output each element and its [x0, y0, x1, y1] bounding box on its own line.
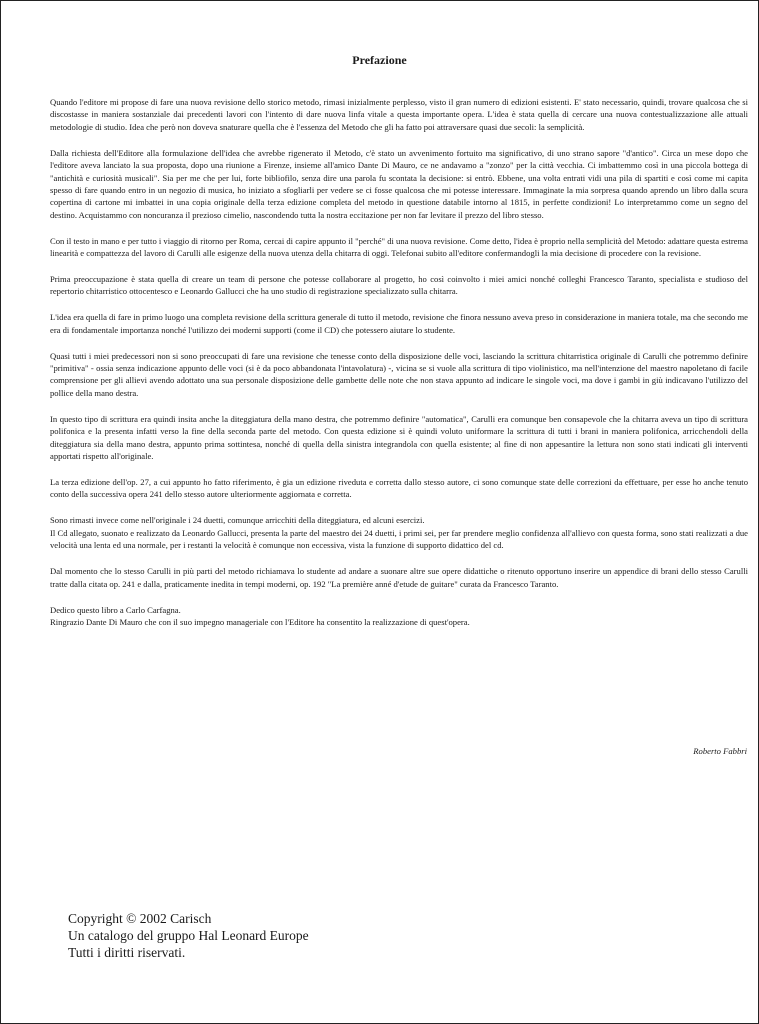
page-title: Prefazione — [352, 53, 407, 67]
author-signature: Roberto Fabbri — [693, 746, 747, 756]
paragraph-2: Dalla richiesta dell'Editore alla formulazione dell'idea che avrebbe rigenerato il Metodo, c'è stato un avvenimento fortuito ma significativo, di uno strano sapore "d'antico". Circa un mese dopo che l'editore aveva lanciato la sua proposta, dopo una riunione a Firenze, insieme all'amico Dante Di Mauro, ce ne andavamo a "zonzo" per la città vecchia. Ci imbattemmo così in una piccola bottega di "antichità e curiosità musicali". Sia per me che per lui, forte bibliofilo, senza dire una parola fu scontata la decisione: si entrò. Ebbene, una volta entrati vidi una pila di spartiti e così come mi capita spesso di fare quando entro in un negozio di musica, ho iniziato a sfogliarli per vedere se ci fosse qualcosa che mi potesse interessare. Immaginate la mia sorpresa quando aprendo un libro dalla scura copertina di cartone mi imbattei in una copia originale della terza edizione completa del metodo in questione databile intorno al 1815, in perfette condizioni! Lo interpretammo come un segno del destino. Acquistammo con noncuranza il prezioso cimelio, nascondendo tutta la nostra eccitazione per non far levitare il prezzo del libro stesso. — [50, 147, 748, 220]
dedication-group — [50, 604, 748, 629]
paragraph-5: L'idea era quella di fare in primo luogo una completa revisione della scrittura generale di tutto il metodo, revisione che finora nessuno aveva preso in considerazione in maniera totale, ma che secondo me era di fondamentale importanza nonché l'utilizzo dei moderni supporti (come il CD) che potessero aiutare lo studente. — [50, 312, 748, 335]
dedication: Dedico questo libro a Carlo Carfagna. — [50, 604, 181, 615]
publisher-line: Un catalogo del gruppo Hal Leonard Europe — [68, 928, 309, 943]
rights-line: Tutti i diritti riservati. — [68, 945, 186, 960]
paragraph-6: Quasi tutti i miei predecessori non si sono preoccupati di fare una revisione che tenesse conto della disposizione delle voci, lasciando la scrittura chitarristica originale di Carulli che potremmo definire "primitiva" - ossia senza indicazione appunto delle voci (si è da poco abbandonata l'intavolatura) -, vicina se si vuole alla scrittura di tipo violinistico, ma nell'intenzione del maestro napoletano di facile comprensione per gli allievi avendo adottato una sua personale disposizione delle gambette delle note che non stava appunto ad indicare le singole voci, ma dove i gambi in giù indicavano l'utilizzo del pollice della mano destra. — [50, 350, 748, 398]
preface-body — [50, 96, 748, 643]
paragraph-9-group — [50, 514, 748, 551]
paragraph-9: Sono rimasti invece come nell'originale i 24 duetti, comunque arricchiti della diteggiatura, ed alcuni esercizi. — [50, 515, 425, 526]
paragraph-1: Quando l'editore mi propose di fare una nuova revisione dello storico metodo, rimasi inizialmente perplesso, visto il gran numero di edizioni esistenti. E' stato necessario, quindi, trovare qualcosa che si discostasse in maniera sostanziale dai precedenti lavori con l'intento di dare nuova linfa vitale a questa importante opera. L'idea è stata quella di cercare una nuova contestualizzazione alle attuali metodologie di studio. Idea che però non doveva snaturare quella che è l'essenza del Metodo che gli ha fatto poi attraversare quasi due secoli: la semplicità. — [50, 97, 748, 132]
paragraph-4: Prima preoccupazione è stata quella di creare un team di persone che potesse collaborare al progetto, ho così coinvolto i miei amici nonché colleghi Francesco Taranto, specialista e studioso del repertorio chitarristico ottocentesco e Leonardo Gallucci che ha uno studio di registrazione specializzato sulla chitarra. — [50, 273, 748, 297]
paragraph-8: La terza edizione dell'op. 27, a cui appunto ho fatto riferimento, è gia un edizione riveduta e corretta dallo stesso autore, ci sono comunque state delle correzioni da effettuare, per esse ho anche tenuto conto della successiva opera 241 dello stesso autore ulteriormente aggiornata e corretta. — [50, 476, 748, 500]
copyright-block — [68, 910, 309, 961]
acknowledgement: Ringrazio Dante Di Mauro che con il suo impegno manageriale con l'Editore ha consentito la realizzazione di quest'opera. — [50, 617, 470, 628]
paragraph-11: Dal momento che lo stesso Carulli in più parti del metodo richiamava lo studente ad andare a suonare altre sue opere didattiche o ritenuto opportuno inserire un appendice di brani dello stesso Carulli tratte dalla citata op. 241 e dalla, praticamente inedita in tempi moderni, op. 192 "La première anné d'etude de guitare" curata da Francesco Taranto. — [50, 566, 748, 589]
copyright-line: Copyright © 2002 Carisch — [68, 911, 212, 926]
paragraph-3: Con il testo in mano e per tutto i viaggio di ritorno per Roma, cercai di capire appunto il "perché" di una nuova revisione. Come detto, l'idea è proprio nella semplicità del Metodo: adattare questa estrema linearità e compattezza del lavoro di Carulli alle esigenze della nuova utenza della chitarra di oggi. Telefonai subito all'editore confermandogli la mia decisione di procedere con la revisione. — [50, 235, 748, 259]
paragraph-7: In questo tipo di scrittura era quindi insita anche la diteggiatura della mano destra, che potremmo definire "automatica", Carulli era comunque ben consapevole che la chitarra aveva un tipo di scrittura polifonica e la presenta infatti verso la fine della seconda parte del metodo. Con questa edizione si è quindi voluto uniformare la scrittura di tutti i brani in maniera polifonica, arricchendoli della diteggiatura sia della mano destra, appunto prima sottintesa, nonché di quella della sinistra integrandola con quella esistente; al fine di non appesantire la lettura non sono stati indicati gli interventi apportati rispetto all'originale. — [50, 413, 748, 461]
paragraph-10: Il Cd allegato, suonato e realizzato da Leonardo Gallucci, presenta la parte del maestro dei 24 duetti, i primi sei, per far prendere meglio confidenza all'allievo con questa forma, sono stati realizzati a due velocità una lenta ed una normale, per i restanti la velocità è comunque non eccessiva, vista la funzione di supporto didattico del cd. — [50, 527, 748, 550]
